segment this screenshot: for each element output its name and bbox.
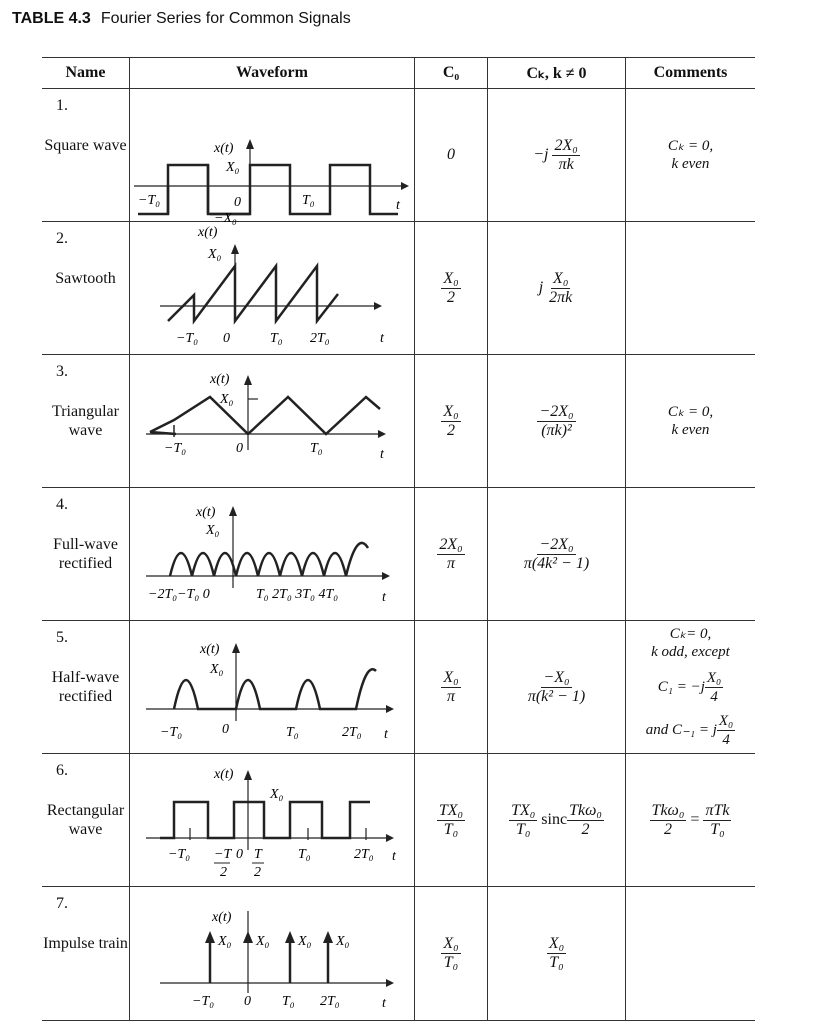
c0-denominator: T₀ [443, 820, 459, 838]
label-t: t [380, 331, 384, 346]
label-period: T₀ [282, 994, 295, 1009]
label-xt: x(t) [210, 372, 230, 387]
c0-value [441, 403, 460, 440]
label-neg-period: −T₀ [176, 331, 199, 346]
label-zero: 0 [236, 847, 243, 862]
comment-line: k odd, except [651, 644, 730, 660]
c0-denominator: 2 [447, 421, 455, 439]
label-xt: x(t) [200, 642, 220, 657]
table-row [42, 222, 755, 355]
comment-line: Cₖ = 0, [667, 404, 714, 420]
label-period: T₀ [310, 441, 323, 456]
comment-cell [626, 355, 756, 488]
table-row [42, 355, 755, 488]
header-ck: Cₖ, k ≠ 0 [488, 58, 626, 89]
comment-numerator: X₀ [706, 670, 722, 686]
comment-denominator: 4 [710, 689, 718, 705]
sawtooth-plot [130, 222, 414, 349]
half-wave-rectified-plot [130, 621, 414, 748]
header-comments: Comments [626, 58, 756, 89]
label-xt: x(t) [212, 910, 232, 925]
fourier-table [42, 57, 755, 1021]
comment-denominator: 2 [663, 820, 672, 838]
ck-denominator: T₀ [549, 954, 564, 971]
signal-name: Half-wave rectified [51, 669, 120, 705]
row-number: 6. [56, 762, 68, 779]
comment-line: k even [671, 156, 710, 172]
c0-denominator: π [446, 687, 455, 705]
label-neg-half: −T [214, 847, 232, 862]
c0-value: 0 [415, 89, 488, 222]
comment-denominator: T₀ [710, 820, 725, 838]
ck-numerator: TX₀ [511, 801, 536, 819]
ck-numerator: Tkω₀ [569, 801, 602, 819]
label-t: t [380, 447, 384, 462]
row-number: 3. [56, 363, 68, 380]
label-2period: 2T₀ [342, 725, 362, 740]
comment-prefix: C₁ = −j [657, 678, 705, 695]
ck-denominator: 2πk [549, 288, 573, 306]
square-wave-plot [130, 89, 414, 226]
comment-numerator: Tkω₀ [651, 801, 685, 819]
label-t: t [384, 727, 388, 742]
c0-value [441, 270, 460, 307]
comment-line: k even [671, 422, 710, 438]
ck-denominator: π(k² − 1) [527, 687, 586, 705]
c0-value [437, 802, 465, 839]
label-2period: 2T₀ [354, 847, 374, 862]
label-xt: x(t) [214, 141, 234, 156]
ck-value [488, 222, 626, 355]
row-number: 4. [56, 496, 68, 513]
label-zero: 0 [236, 441, 243, 456]
c0-numerator: X₀ [443, 402, 459, 420]
label-period: T₀ [302, 193, 315, 208]
ck-numerator: X₀ [553, 269, 569, 287]
table-row [42, 754, 755, 887]
comment-cell [626, 754, 756, 887]
c0-denominator: T₀ [443, 954, 459, 971]
ck-value [526, 669, 587, 706]
table-label: TABLE 4.3 [12, 10, 91, 27]
ck-numerator: −2X₀ [539, 535, 574, 553]
impulse-train-plot [130, 887, 414, 1015]
header-row [42, 58, 755, 89]
table-caption [12, 10, 351, 28]
label-amp: X₀ [218, 934, 232, 949]
c0-numerator: TX₀ [438, 801, 464, 819]
triangular-wave-plot [130, 355, 414, 482]
rectangular-wave-plot [130, 754, 414, 881]
label-ticks-right: T₀ 2T₀ 3T₀ 4T₀ [256, 587, 339, 602]
label-amp: X₀ [270, 787, 284, 802]
label-two: 2 [254, 865, 261, 880]
c0-denominator: π [446, 554, 455, 572]
row-number: 5. [56, 629, 68, 646]
c0-value [437, 536, 464, 573]
ck-prefix: −j [533, 145, 549, 163]
c0-value [441, 669, 460, 706]
signal-name: Full-wave rectified [53, 536, 118, 572]
label-ticks-left: −2T₀−T₀ 0 [148, 587, 210, 602]
ck-denominator: 2 [581, 820, 590, 838]
c0-numerator: 2X₀ [439, 535, 463, 553]
label-2period: 2T₀ [310, 331, 330, 346]
c0-numerator: X₀ [443, 269, 459, 287]
label-t: t [382, 590, 386, 605]
label-period: T₀ [298, 847, 311, 862]
comment-line [626, 669, 755, 706]
ck-value [547, 935, 566, 972]
ck-denominator: T₀ [515, 820, 531, 838]
comment-numerator: X₀ [718, 713, 734, 729]
table-row [42, 89, 755, 222]
label-xt: x(t) [214, 767, 234, 782]
label-xt: x(t) [196, 505, 216, 520]
label-amp: X₀ [298, 934, 312, 949]
table-title: Fourier Series for Common Signals [100, 10, 351, 27]
table-row [42, 887, 755, 1021]
signal-name: Impulse train [43, 935, 128, 952]
signal-name: Triangular wave [52, 403, 119, 439]
header-name: Name [42, 58, 130, 89]
label-2period: 2T₀ [320, 994, 340, 1009]
label-amp: X₀ [226, 160, 240, 175]
full-wave-rectified-plot [130, 488, 414, 615]
comment-line: Cₖ= 0, [669, 626, 712, 642]
c0-denominator: 2 [447, 288, 455, 306]
comment-line: Cₖ = 0, [667, 138, 714, 154]
label-amp: X₀ [256, 934, 270, 949]
c0-value [441, 935, 460, 972]
comment-cell [626, 89, 756, 222]
comment-line [626, 712, 755, 749]
label-zero: 0 [234, 195, 241, 210]
label-amp: X₀ [336, 934, 350, 949]
label-period: T₀ [286, 725, 299, 740]
label-xt: x(t) [198, 225, 218, 240]
label-t: t [396, 198, 400, 213]
label-period: T₀ [270, 331, 283, 346]
comment-denominator: 4 [722, 732, 730, 748]
label-zero: 0 [223, 331, 230, 346]
label-zero: 0 [222, 722, 229, 737]
ck-numerator: 2X₀ [554, 136, 578, 154]
ck-denominator: π(4k² − 1) [523, 554, 590, 572]
label-amp: X₀ [220, 392, 234, 407]
label-half: T [254, 847, 262, 862]
row-number: 2. [56, 230, 68, 247]
ck-numerator: −2X₀ [539, 402, 574, 420]
row-number: 7. [56, 895, 68, 912]
header-waveform: Waveform [130, 58, 415, 89]
ck-value [488, 754, 626, 887]
ck-numerator: X₀ [548, 935, 565, 952]
signal-name: Rectangular wave [46, 802, 125, 838]
label-neg-amp: −X₀ [214, 211, 237, 226]
comment-prefix: and C₋₁ = j [645, 721, 717, 738]
label-two: 2 [220, 865, 227, 880]
ck-denominator: (πk)² [541, 421, 572, 439]
ck-sinc: sinc [541, 810, 568, 828]
table-row [42, 621, 755, 754]
comment-numerator: πTk [705, 801, 730, 819]
label-neg-period: −T₀ [138, 193, 161, 208]
signal-name: Square wave [44, 137, 127, 154]
label-t: t [382, 996, 386, 1011]
label-amp: X₀ [210, 662, 224, 677]
signal-name: Sawtooth [55, 270, 116, 287]
ck-denominator: πk [558, 155, 574, 173]
ck-prefix: j [538, 278, 544, 296]
ck-value [488, 89, 626, 222]
label-amp: X₀ [206, 523, 220, 538]
label-neg-period: −T₀ [164, 441, 187, 456]
ck-value [522, 536, 591, 573]
label-neg-period: −T₀ [192, 994, 215, 1009]
label-zero: 0 [244, 994, 251, 1009]
ck-value [537, 403, 575, 440]
ck-numerator: −X₀ [543, 668, 570, 686]
label-neg-period: −T₀ [168, 847, 191, 862]
comment-cell [626, 621, 756, 754]
label-neg-period: −T₀ [160, 725, 183, 740]
table-row [42, 488, 755, 621]
c0-numerator: X₀ [443, 668, 459, 686]
label-amp: X₀ [208, 247, 222, 262]
label-t: t [392, 849, 396, 864]
row-number: 1. [56, 97, 68, 114]
comment-equals: = [690, 810, 700, 828]
c0-numerator: X₀ [443, 935, 459, 952]
header-c0: C₀ [415, 58, 488, 89]
